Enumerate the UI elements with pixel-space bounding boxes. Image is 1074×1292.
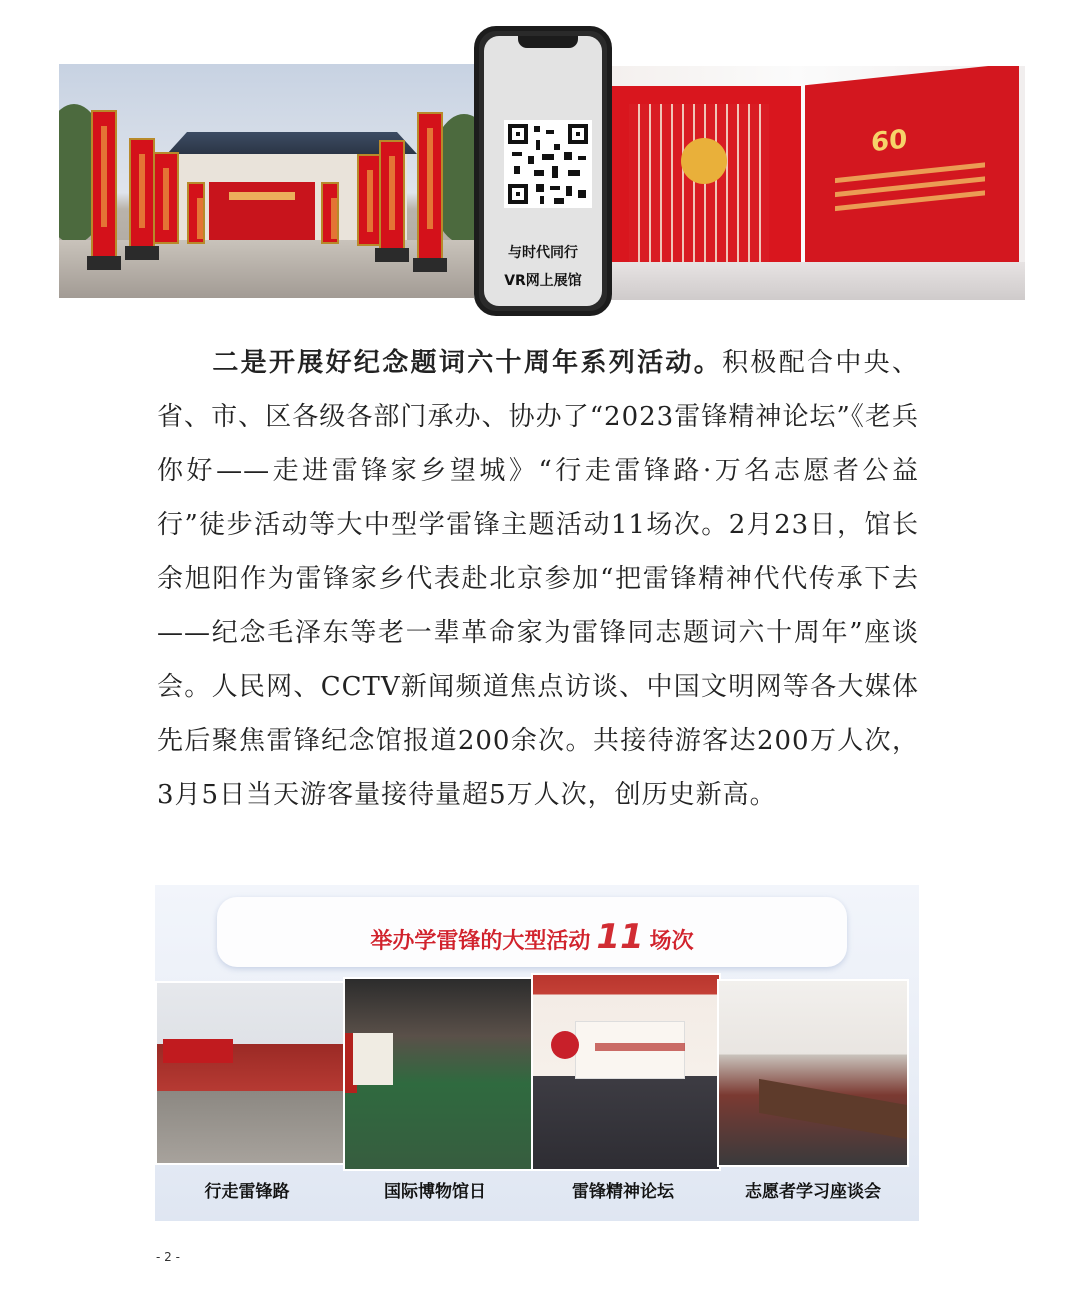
activity-label-3: 雷锋精神论坛: [572, 1182, 674, 1202]
activity-label-4: 志愿者学习座谈会: [745, 1182, 881, 1202]
activities-header: [217, 897, 847, 967]
phone-caption-line2: VR网上展馆: [504, 273, 582, 289]
phone-mockup: [474, 26, 612, 316]
activity-photo-walk: [155, 981, 347, 1165]
paragraph-lead: 二是开展好纪念题词六十周年系列活动。: [211, 348, 723, 378]
activity-photo-volunteer-meeting: [717, 979, 909, 1167]
page-number: - 2 -: [156, 1250, 180, 1264]
paragraph-body: 积极配合中央、省、市、区各级各部门承办、协办了“2023雷锋精神论坛”《老兵你好——走进雷锋家乡望城》“行走雷锋路·万名志愿者公益行”徒步活动等大中型学雷锋主题活动11场次。2月23日，馆长余旭阳作为雷锋家乡代表赴北京参加“把雷锋精神代代传承下去——纪念毛泽东等老一辈革命家为雷锋同志题词六十周年”座谈会。人民网、CCTV新闻频道焦点访谈、中国文明网等各大媒体先后聚焦雷锋纪念馆报道200余次。共接待游客达200万人次，3月5日当天游客量接待量超5万人次，创历史新高。: [157, 348, 919, 810]
activity-label-2: 国际博物馆日: [384, 1182, 486, 1202]
activity-labels: [155, 1177, 919, 1213]
activities-composite-image: [155, 885, 919, 1221]
activities-count: 11: [596, 917, 644, 957]
activity-label-1: 行走雷锋路: [204, 1182, 290, 1202]
qr-code[interactable]: [504, 120, 592, 208]
memorial-hall-exterior-photo: [59, 64, 474, 298]
activities-title: 举办学雷锋的大型活动 11 场次: [370, 917, 694, 957]
phone-caption-line1: 与时代同行: [508, 245, 578, 261]
activity-photo-museum-day: [343, 977, 535, 1171]
body-paragraph: [157, 336, 919, 822]
exhibition-hall-interior-photo: 60: [611, 66, 1025, 300]
activity-photo-forum: [531, 973, 721, 1171]
